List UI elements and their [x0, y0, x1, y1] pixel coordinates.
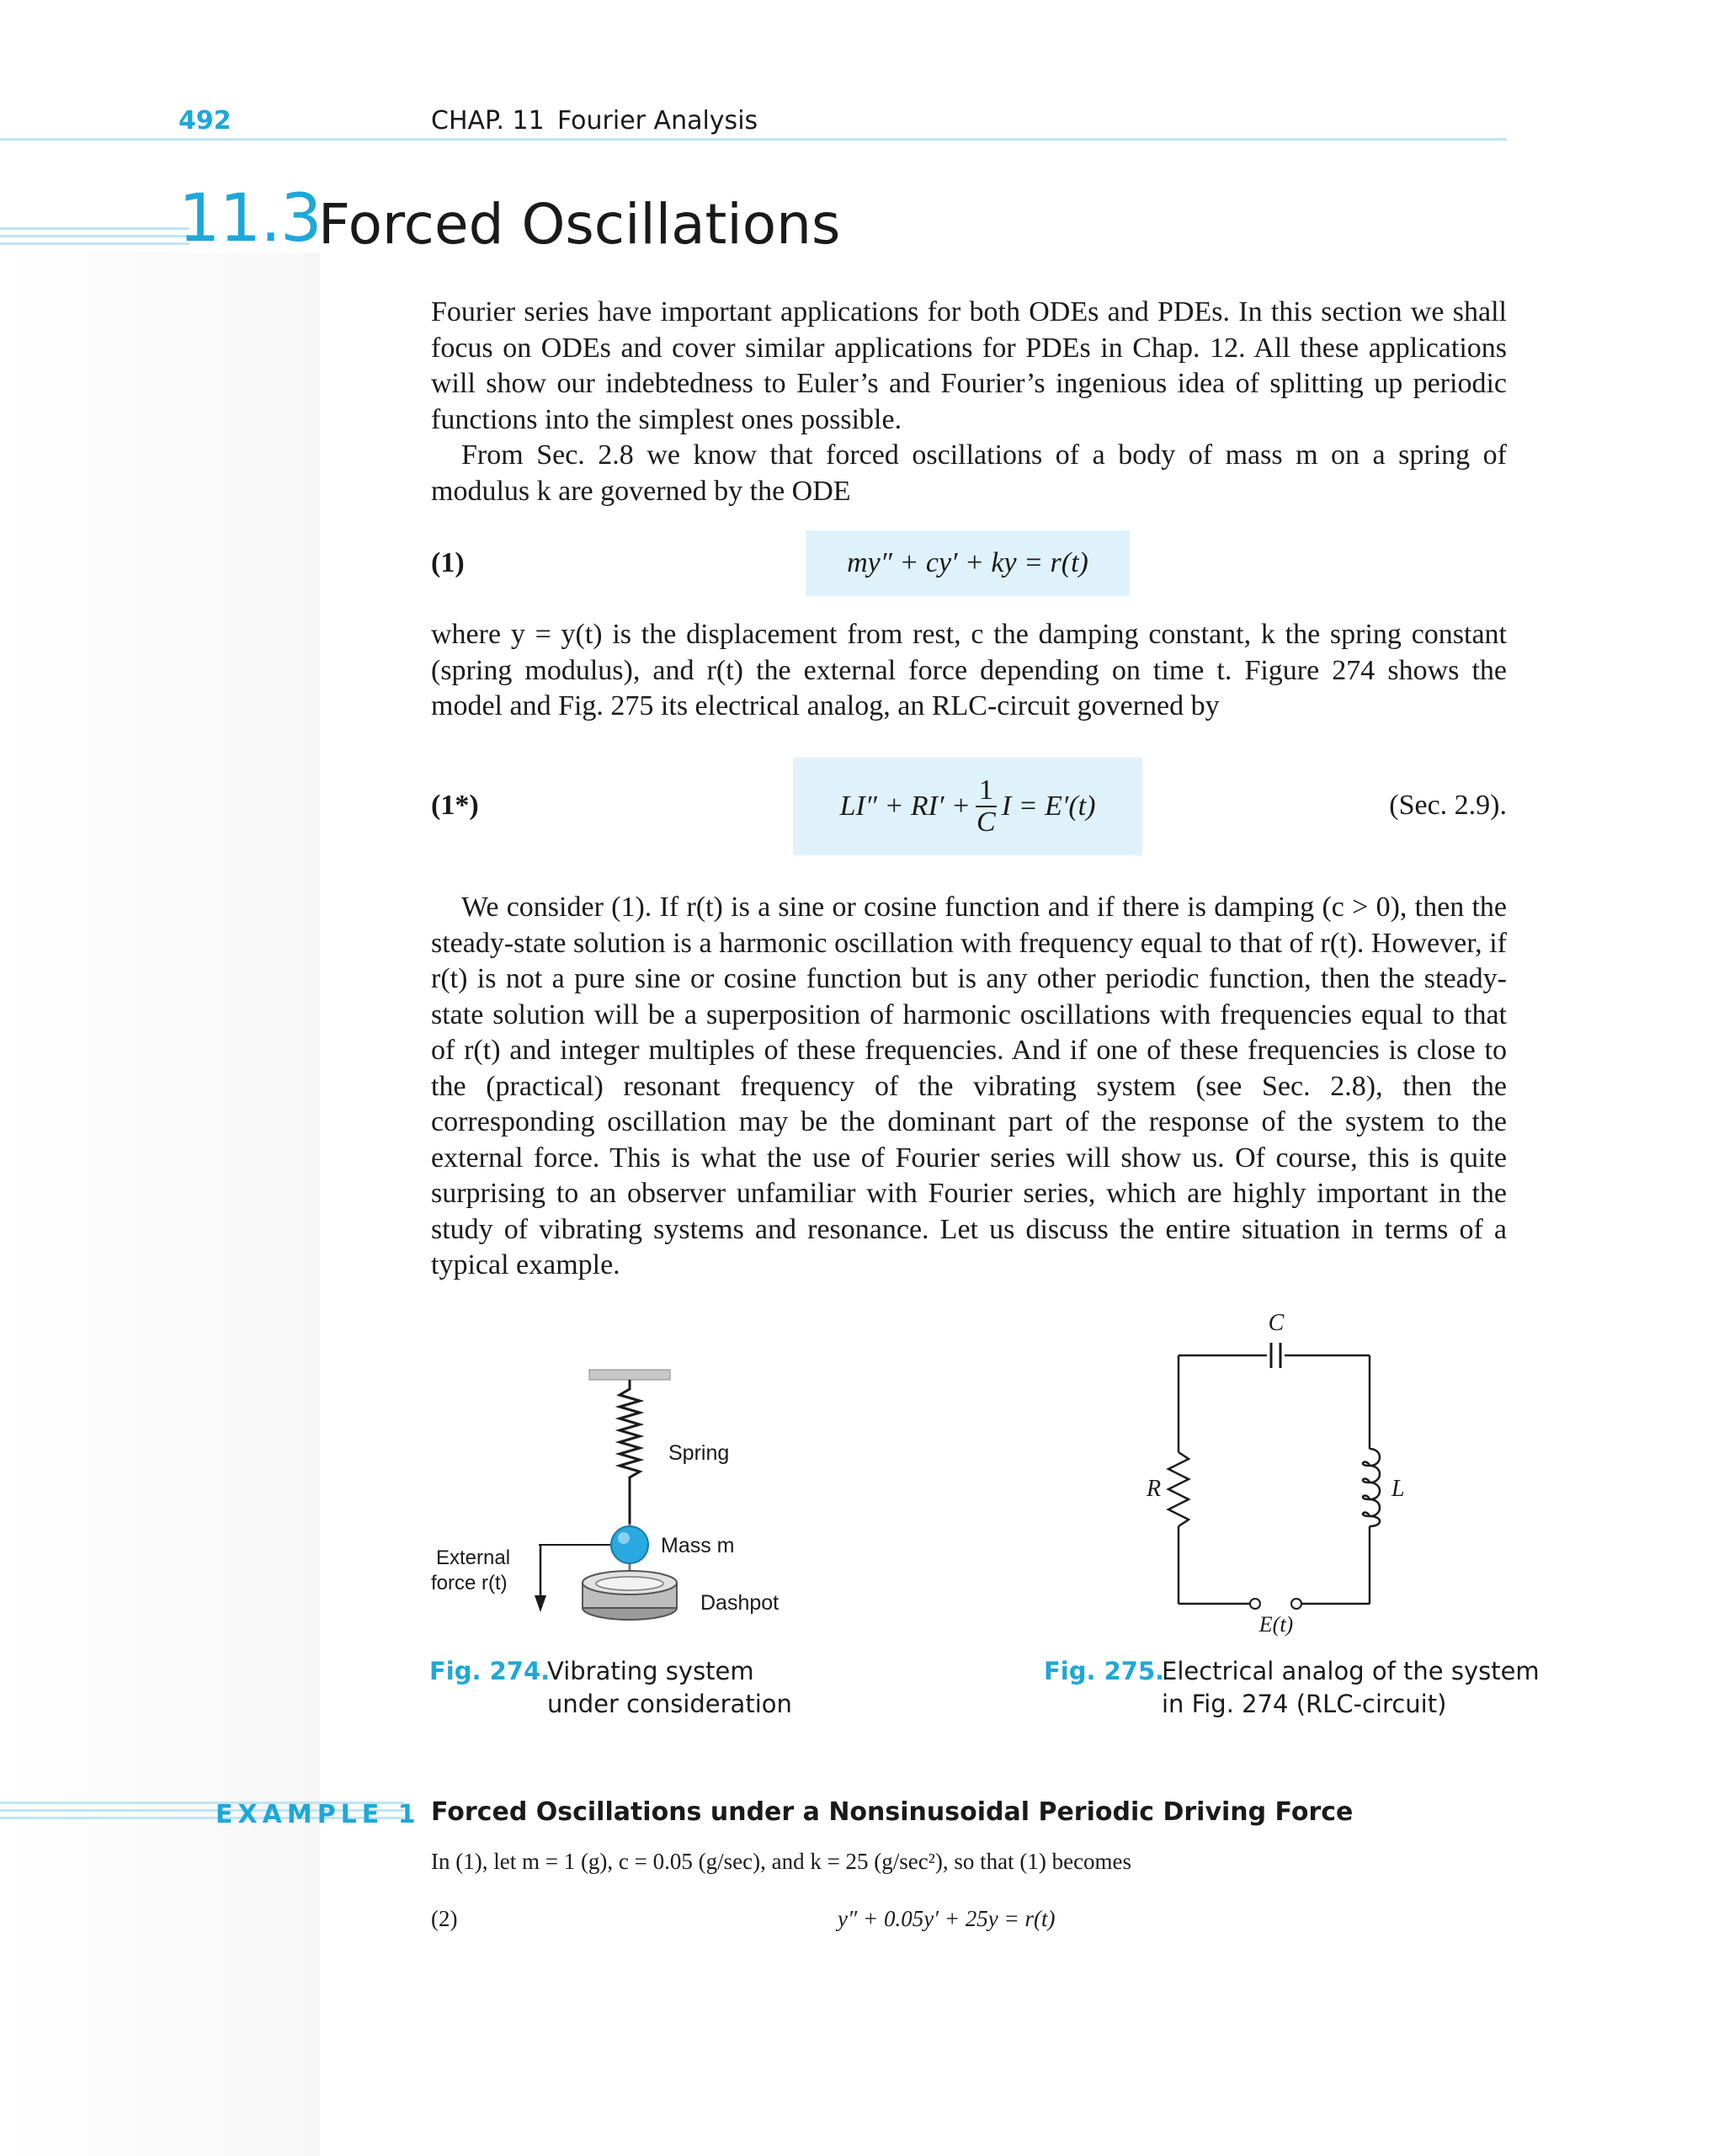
resistor-zigzag: [1168, 1452, 1189, 1526]
body-text-3: [431, 890, 1507, 1284]
figure-274-caption-line-2: under consideration: [547, 1690, 792, 1718]
intro-text: [431, 295, 1507, 509]
section-title: Forced Oscillations: [318, 192, 841, 257]
paragraph-3: where y = y(t) is the displacement from rest, c the damping constant, k the spring constant (spring modulus), and r(t) the external force depending on time t. Figure 274 shows the model and Fig. 275 its electrical analog, an RLC-circuit governed by: [431, 619, 1507, 721]
resistor-label: R: [1147, 1476, 1162, 1502]
equation-1star-reference: (Sec. 2.9).: [1389, 790, 1507, 821]
spring-coil: [620, 1380, 640, 1524]
fraction-1-over-C: [976, 775, 997, 837]
section-number: 11.3: [178, 181, 322, 257]
paragraph-1: Fourier series have important applications for both ODEs and PDEs. In this section we shall focus on ODEs and cover similar applications for PDEs in Chap. 12. All these applications will show our indebtedness to Euler’s and Fourier’s ingenious idea of splitting up periodic functions into the simplest ones possible.: [431, 296, 1507, 435]
inductor-label: L: [1391, 1476, 1405, 1502]
equation-2: y″ + 0.05y′ + 25y = r(t): [838, 1906, 1056, 1931]
ceiling-support: [589, 1370, 670, 1380]
figure-275-label: Fig. 275.: [1044, 1657, 1165, 1685]
example-intro: In (1), let m = 1 (g), c = 0.05 (g/sec), and k = 25 (g/sec²), so that (1) becomes: [431, 1849, 1132, 1874]
example-heading: EXAMPLE 1: [216, 1800, 421, 1829]
figure-274-vibrating-system: [421, 1355, 800, 1642]
paragraph-2: From Sec. 2.8 we know that forced oscillations of a body of mass m on a spring of modulus k are governed by the ODE: [431, 439, 1507, 507]
equation-1star-rhs: I = E′(t): [1001, 791, 1096, 822]
equation-1-label: (1): [431, 547, 465, 578]
spring-label: Spring: [668, 1441, 730, 1465]
margin-shade: [0, 253, 320, 2156]
equation-1star-box: [793, 758, 1142, 855]
chapter-label: CHAP. 11: [431, 106, 545, 136]
figure-275-caption-line-2: in Fig. 274 (RLC-circuit): [1162, 1690, 1447, 1718]
body-text-2: [431, 617, 1507, 725]
equation-1star-lhs: LI″ + RI′ +: [839, 791, 971, 822]
equation-2-label: (2): [431, 1906, 458, 1931]
chapter-title: Fourier Analysis: [557, 106, 758, 136]
equation-1: my″ + cy′ + ky = r(t): [847, 547, 1088, 578]
source-terminal-2: [1291, 1599, 1301, 1609]
capacitor-label: C: [1268, 1310, 1285, 1336]
fraction-numerator: 1: [976, 775, 997, 807]
dashpot-piston: [596, 1577, 663, 1590]
dashpot-label: Dashpot: [700, 1591, 780, 1615]
external-force-label-2: force r(t): [431, 1572, 508, 1594]
fraction-denominator: C: [976, 807, 996, 838]
external-force-label-1: External: [436, 1546, 511, 1569]
source-label: E(t): [1258, 1612, 1294, 1637]
header-rule: [0, 138, 1507, 141]
equation-1-row: [431, 530, 1507, 596]
example-title: Forced Oscillations under a Nonsinusoidal Periodic Driving Force: [431, 1797, 1354, 1827]
mass-ball: [611, 1526, 648, 1563]
inductor-coil: [1363, 1449, 1380, 1526]
equation-1star-label: (1*): [431, 790, 479, 821]
figure-275-rlc-circuit: [1128, 1301, 1414, 1637]
paragraph-4: We consider (1). If r(t) is a sine or cosine function and if there is damping (c > 0), then the steady-state solution is a harmonic oscillation with frequency equal to that of r(t). However, if r(t) is not a pure sine or cosine function but is any other periodic function, then the steady-state solution will be a superposition of harmonic oscillations with frequencies equal to that of r(t) and integer multiples of these frequencies. And if one of these frequencies is close to the (practical) resonant frequency of the vibrating system (see Sec. 2.8), then the corresponding oscillation may be the dominant part of the response of the system to the external force. This is what the use of Fourier series will show us. Of course, this is quite surprising to an observer unfamiliar with Fourier series, which are highly important in the study of vibrating systems and resonance. Let us discuss the entire situation in terms of a typical example.: [431, 892, 1507, 1280]
figure-274-label: Fig. 274.: [429, 1657, 551, 1685]
mass-label: Mass m: [661, 1534, 735, 1557]
page-number: 492: [178, 106, 231, 136]
mass-highlight: [618, 1532, 630, 1544]
equation-1-box: [806, 530, 1130, 596]
figure-274-caption-line-1: Vibrating system: [547, 1657, 754, 1685]
section-decor-lines: [0, 227, 189, 254]
force-arrow-head: [535, 1595, 546, 1612]
figure-275-caption-line-1: Electrical analog of the system: [1162, 1657, 1540, 1685]
equation-1star-row: [431, 758, 1507, 855]
source-terminal-1: [1250, 1599, 1260, 1609]
